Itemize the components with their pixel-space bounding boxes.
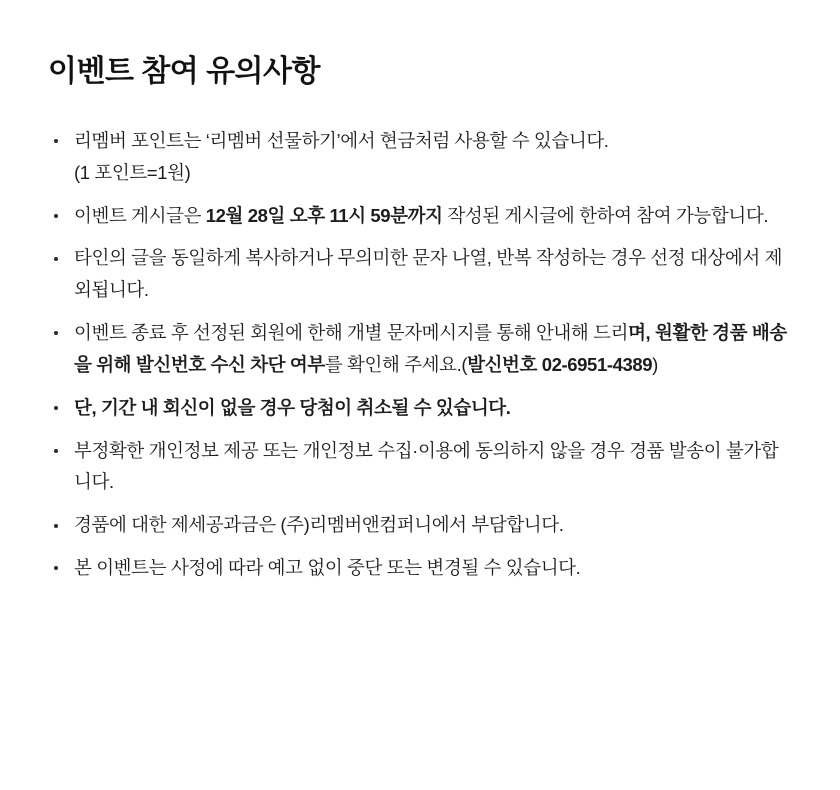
bullet-icon — [54, 214, 58, 218]
notice-text: 부정확한 개인정보 제공 또는 개인정보 수집·이용에 동의하지 않을 경우 경품 발송이 불가합니다. — [74, 439, 779, 493]
bullet-icon — [54, 449, 58, 453]
notice-text: 이벤트 게시글은 12월 28일 오후 11시 59분까지 작성된 게시글에 한하여 참여 가능합니다. — [74, 204, 769, 226]
bullet-icon — [54, 139, 58, 143]
notice-text: 이벤트 종료 후 선정된 회원에 한해 개별 문자메시지를 통해 안내해 드리며, 원활한 경품 배송을 위해 발신번호 수신 차단 여부를 확인해 주세요.(발신번호 02-6951-4389) — [74, 322, 787, 375]
notice-item-winner-notice — [48, 317, 792, 381]
bullet-icon — [54, 566, 58, 570]
notice-item-personal-info — [48, 435, 792, 499]
bullet-icon — [54, 406, 58, 410]
notice-item-post-deadline — [48, 200, 792, 232]
page-title: 이벤트 참여 유의사항 — [48, 55, 320, 88]
notice-item-change-notice — [48, 552, 792, 584]
notice-text: 리멤버 포인트는 ‘리멤버 선물하기’에서 현금처럼 사용할 수 있습니다. (1 포인트=1원) — [74, 130, 609, 183]
notice-item-tax — [48, 509, 792, 541]
notice-list — [48, 125, 792, 584]
notice-text: 경품에 대한 제세공과금은 (주)리멤버앤컴퍼니에서 부담합니다. — [74, 514, 564, 536]
notice-text: 타인의 글을 동일하게 복사하거나 무의미한 문자 나열, 반복 작성하는 경우 선정 대상에서 제외됩니다. — [74, 247, 783, 301]
bullet-icon — [54, 331, 58, 335]
notice-item-no-reply-cancel — [48, 392, 792, 424]
notice-text: 단, 기간 내 회신이 없을 경우 당첨이 취소될 수 있습니다. — [74, 396, 511, 418]
bullet-icon — [54, 257, 58, 261]
notice-text: 본 이벤트는 사정에 따라 예고 없이 중단 또는 변경될 수 있습니다. — [74, 556, 581, 578]
bullet-icon — [54, 524, 58, 528]
notice-item-duplicate-exclusion — [48, 242, 792, 306]
notice-item-point-usage — [48, 125, 792, 189]
